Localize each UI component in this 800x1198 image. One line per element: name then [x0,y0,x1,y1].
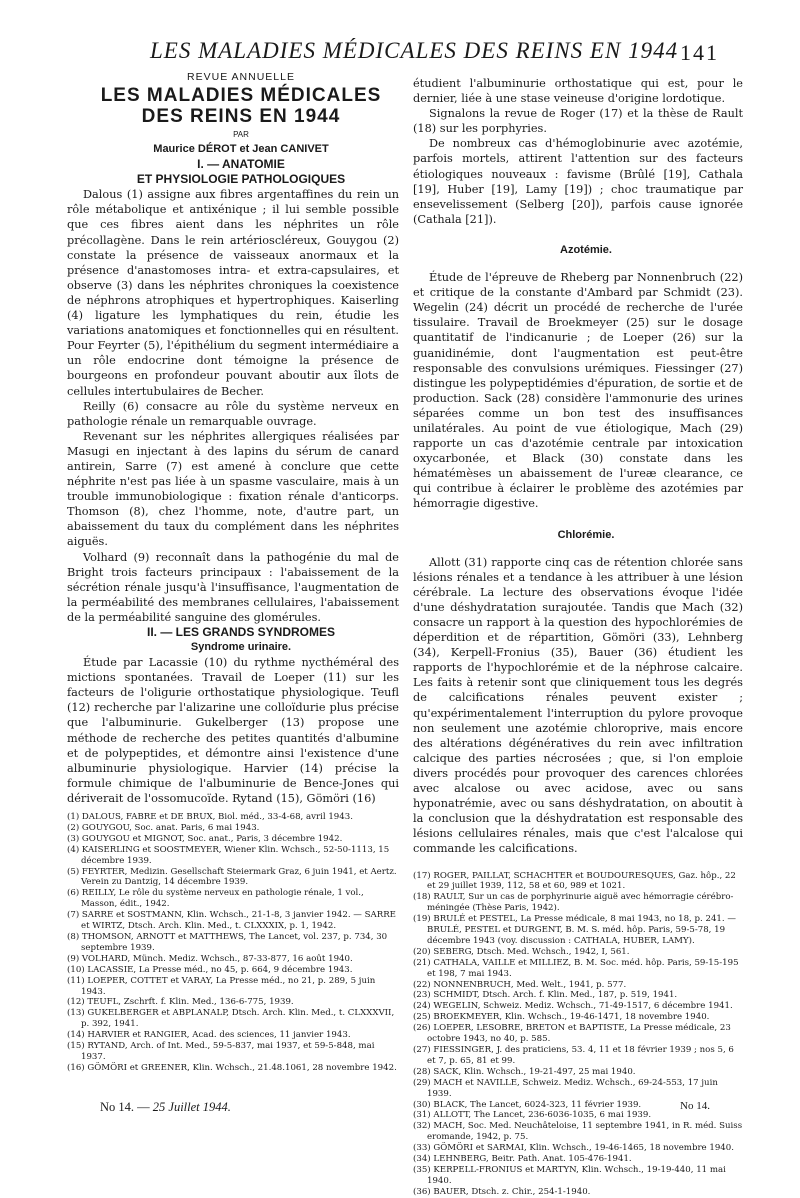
reference: (14) HARVIER et RANGIER, Acad. des sciences, 11 janvier 1943. [67,1030,351,1041]
reference: (28) SACK, Klin. Wchsch., 19-21-497, 25 mai 1940. [413,1066,636,1077]
reference: (27) FIESSINGER, J. des praticiens, 53. 4, 11 et 18 février 1939 ; nos 5, 6 et 7, p. 65, 81 et 99. [413,1045,734,1066]
authors: Maurice DÉROT et Jean CANIVET [153,143,329,156]
subsection-chloremie-title: Chlorémie. [557,528,615,541]
by-label: PAR [233,130,249,140]
paragraph: Signalons la revue de Roger (17) et la thèse de Rault (18) sur les porphyries. [413,107,743,136]
footer-issue-right: No 14. [680,1100,710,1112]
reference: (29) MACH et NAVILLE, Schweiz. Mediz. Wchsch., 69-24-553, 17 juin 1939. [413,1077,718,1099]
footer-issue-number: No 14. — [100,1100,150,1114]
reference: (13) GUKELBERGER et ABPLANALP, Dtsch. Arch. Klin. Med., t. CLXXXVII, p. 392, 1941. [67,1008,395,1030]
footer-issue [100,1100,231,1115]
reference: (15) RYTAND, Arch. of Int. Med., 59-5-837, mai 1937, et 59-5-848, mai 1937. [67,1041,375,1062]
reference: (11) LOEPER, COTTET et VARAY, La Presse méd., no 21, p. 289, 5 juin 1943. [67,975,376,997]
paragraph: Volhard (9) reconnaît dans la pathogénie du mal de Bright trois facteurs principaux : l'abaissement de la sécrétion rénale jusqu'à l'insuffisance, l'augmentation de la perméabilité des membranes cellulaires, l'abaissement de la perméabilité sanguine des glomérules. [67,550,399,624]
reference: (34) LEHNBERG, Beitr. Path. Anat. 105-476-1941. [413,1154,632,1165]
article-title-line-2: DES REINS EN 1944 [141,106,341,128]
reference: (36) BAUER, Dtsch. z. Chir., 254-1-1940. [413,1186,591,1197]
reference: (6) REILLY, Le rôle du système nerveux en pathologie rénale, 1 vol., Masson, édit., 1942. [67,888,364,910]
reference: (16) GÖMÖRI et GREENER, Klin. Wchsch., 21.48.1061, 28 novembre 1942. [67,1062,397,1073]
reference: (1) DALOUS, FABRE et DE BRUX, Biol. méd., 33-4-68, avril 1943. [67,812,353,823]
reference: (4) KAISERLING et SOOSTMEYER, Wiener Klin. Wchsch., 52-50-1113, 15 décembre 1939. [67,844,390,866]
page-number: 141 [680,40,719,65]
reference: (3) GOUYGOU et MIGNOT, Soc. anat., Paris, 3 décembre 1942. [67,833,343,844]
section-2-title: II. — LES GRANDS SYNDROMES [146,625,336,639]
paragraph: Revenant sur les néphrites allergiques réalisées par Masugi en injectant à des lapins du sérum de canard antirein, Sarre (7) est amené à conclure que cette néphrite n'est pas liée à un spasme vasculaire, mais à un trouble immunobiologique : fixation rénale d'anticorps. Thomson (8), chez l'homme, note, d'autre part, un abaissement du taux du complément dans les néphrites aiguës. [67,429,399,549]
reference: (22) NONNENBRUCH, Med. Welt., 1941, p. 577. [413,979,627,990]
running-title: LES MALADIES MÉDICALES DES REINS EN 1944 [150,38,679,63]
reference: (25) BROEKMEYER, Klin. Wchsch., 19-46-1471, 18 novembre 1940. [413,1012,710,1023]
footer-date: 25 Juillet 1944. [152,1100,231,1114]
reference: (31) ALLOTT, The Lancet, 236-6036-1035, 6 mai 1939. [413,1110,652,1121]
reference: (18) RAULT, Sur un cas de porphyrinurie aiguë avec hémorragie cérébro-méningée (Thèse Paris, 1942). [413,892,734,914]
reference: (19) BRULÉ et PESTEL, La Presse médicale, 8 mai 1943, no 18, p. 241. — BRULÉ, PESTEL et DURGENT, B. M. S. méd. hôp. Paris, 59-5-78, 19 décembre 1943 (voy. discussion : CATHALA, HUBER, LAMY). [413,914,736,946]
paragraph: Reilly (6) consacre au rôle du système nerveux en pathologie rénale un remarquable ouvrage. [67,399,399,428]
reference: (30) BLACK, The Lancet, 6024-323, 11 février 1939. [413,1099,642,1110]
review-label: REVUE ANNUELLE [187,71,295,83]
reference: (7) SARRE et SOSTMANN, Klin. Wchsch., 21-1-8, 3 janvier 1942. — SARRE et WIRTZ, Dtsch. Arch. Klin. Med., t. CLXXXIX, p. 1, 1942. [67,910,396,932]
reference: (9) VOLHARD, Münch. Mediz. Wchsch., 87-33-877, 16 août 1940. [67,953,353,964]
subsection-azotemie-title: Azotémie. [560,243,612,256]
reference: (26) LOEPER, LESOBRE, BRETON et BAPTISTE, La Presse médicale, 23 octobre 1943, no 40, p. 585. [413,1023,731,1045]
references-left [67,812,399,1074]
paragraph: étudient l'albuminurie orthostatique qui est, pour le dernier, liée à une stase veineuse d'origine lordotique. [413,77,743,106]
page-header [0,30,800,70]
references-right [413,871,743,1198]
reference: (35) KERPELL-FRONIUS et MARTYN, Klin. Wchsch., 19-19-440, 11 mai 1940. [413,1164,726,1186]
left-column [67,70,399,1074]
reference: (20) SEBERG, Dtsch. Med. Wchsch., 1942, I, 561. [413,946,630,957]
subsection-urinaire-title: Syndrome urinaire. [190,641,292,653]
reference: (33) GÖMÖRI et SARMAI, Klin. Wchsch., 19-46-1465, 18 novembre 1940. [413,1143,734,1154]
reference: (24) WEGELIN, Schweiz. Mediz. Wchsch., 71-49-1517, 6 décembre 1941. [413,1001,733,1012]
section-1-title-line-1: I. — ANATOMIE [197,157,285,172]
paragraph: Étude par Lacassie (10) du rythme nycthéméral des mictions spontanées. Travail de Loeper (11) sur les facteurs de l'oligurie orthostatique physiologique. Teufl (12) recherche par l'alizarine une colloïdurie plus précise que l'albuminurie. Gukelberger (13) propose une méthode de recherche des petites quantités d'albumine et de polypeptides, et démontre ainsi l'existence d'une albuminurie physiologique. Harvier (14) précise la formule chimique de l'albuminurie de Bence-Jones qui dériverait de l'ossomucoïde. Rytand (15), Gömöri (16) [67,656,399,805]
reference: (21) CATHALA, VAILLE et MILLIEZ, B. M. Soc. méd. hôp. Paris, 59-15-195 et 198, 7 mai 1943. [413,957,739,979]
article-title-line-1: LES MALADIES MÉDICALES [100,85,382,107]
section-1-title-line-2: ET PHYSIOLOGIE PATHOLOGIQUES [136,172,346,187]
reference: (17) ROGER, PAILLAT, SCHACHTER et BOUDOURESQUES, Gaz. hôp., 22 et 29 juillet 1939, 112, 58 et 60, 989 et 1021. [413,870,736,892]
paragraph: Étude de l'épreuve de Rheberg par Nonnenbruch (22) et critique de la constante d'Ambard par Schmidt (23). Wegelin (24) décrit un procédé de recherche de l'urée tissulaire. Travail de Broekmeyer (25) sur le dosage quantitatif de l'indicanurie ; de Loeper (26) sur la guanidinémie, dont l'augmentation est peut-être responsable des convulsions urémiques. Fiessinger (27) distingue les polypeptidémies d'épuration, de sortie et de production. Sack (28) considère l'ammonurie des urines séparées comme un bon test des insuffisances unilatérales. Au point de vue étiologique, Mach (29) rapporte un cas d'azotémie centrale par intoxication oxycarbonée, et Black (30) constate dans les hématémèses un abaissement de l'ureæ clearance, ce qui contribue à éclairer le problème des azotémies par hémorragie digestive. [413,271,743,511]
reference: (5) FEYRTER, Medizin. Gesellschaft Steiermark Graz, 6 juin 1941, et Aertz. Verein zu Dantzig, 14 décembre 1939. [67,866,397,888]
paragraph: Allott (31) rapporte cinq cas de rétention chlorée sans lésions rénales et a tendance à les attribuer à une lésion cérébrale. La lecture des observations évoque l'idée d'une déshydratation surajoutée. Tandis que Mach (32) consacre un rapport à la question des hypochlorémies de déperdition et de répartition, Gömöri (33), Lehnberg (34), Kerpell-Fronius (35), Bauer (36) étudient les rapports de l'hypochlorémie et de la néphrose calcaire. Les faits à retenir sont que cliniquement tous les degrés de calcifications rénales peuvent exister ; qu'expérimentalement l'interruption du pylore provoque non seulement une azotémie chloroprive, mais encore des altérations dégénératives du rein avec infiltration calcique des parties nécrosées ; que, si l'on emploie divers procédés pour provoquer des carences chlorées avec alcalose ou avec acidose, avec ou sans hyponatrémie, avec ou sans déshydratation, on aboutit à la conclusion que la déshydratation est responsable des lésions cellulaires rénales, mais que c'est l'alcalose qui commande les calcifications. [413,555,743,856]
right-column [413,76,743,1198]
reference: (23) SCHMIDT, Dtsch. Arch. f. Klin. Med., 187, p. 519, 1941. [413,990,678,1001]
reference: (8) THOMSON, ARNOTT et MATTHEWS, The Lancet, vol. 237, p. 734, 30 septembre 1939. [67,932,388,953]
reference: (2) GOUYGOU, Soc. anat. Paris, 6 mai 1943. [67,822,260,833]
paragraph: De nombreux cas d'hémoglobinurie avec azotémie, parfois mortels, attirent l'attention sur des facteurs étiologiques nouveaux : favisme (Brûlé [19], Cathala [19], Huber [19], Lamy [19]) ; choc traumatique par ensevelissement (Selberg [20]), parfois cause ignorée (Cathala [21]). [413,137,743,226]
paragraph: Dalous (1) assigne aux fibres argentaffines du rein un rôle métabolique et antixénique ; il lui semble possible que ces fibres aient dans les néphrites un rôle précollagène. Dans le rein artérioscléreux, Gouygou (2) constate la présence de vaisseaux anormaux et la présence d'anastomoses intra- et extra-capsulaires, et observe (3) dans les néphrites chroniques la coexistence de néphrons atrophiques et hypertrophiques. Kaiserling (4) ligature les lymphatiques du rein, étudie les variations anatomiques et fonctionnelles qui en résultent. Pour Feyrter (5), l'épithélium du segment intermédiaire a un rôle endocrine dont témoigne la présence de bourgeons en profondeur pouvant aboutir aux îlots de cellules intertubulaires de Becher. [67,188,399,398]
reference: (12) TEUFL, Zschrft. f. Klin. Med., 136-6-775, 1939. [67,997,294,1008]
reference: (10) LACASSIE, La Presse méd., no 45, p. 664, 9 décembre 1943. [67,964,353,975]
reference: (32) MACH, Soc. Med. Neuchâteloise, 11 septembre 1941, in R. méd. Suiss eromande, 1942, p. 75. [413,1121,743,1143]
